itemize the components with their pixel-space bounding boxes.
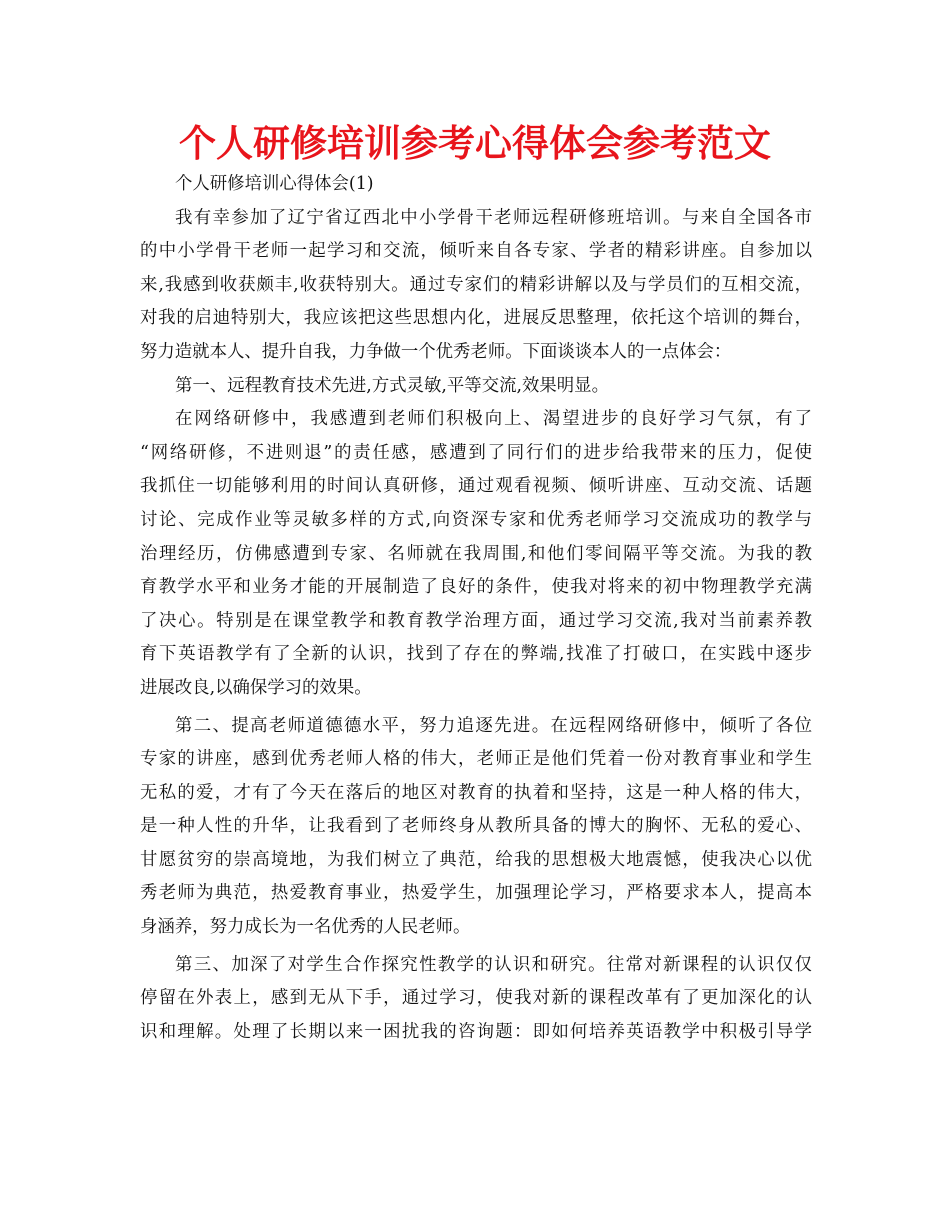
paragraph-3	[140, 403, 812, 705]
text-line: 身涵养，努力成长为一名优秀的人民老师。	[140, 917, 471, 938]
text-line: 甘愿贫穷的崇高境地，为我们树立了典范，给我的思想极大地震憾，使我决心以优	[140, 849, 812, 870]
paragraph-2	[140, 370, 812, 404]
text-line: 停留在外表上，感到无从下手，通过学习，使我对新的课程改革有了更加深化的认	[140, 988, 812, 1009]
text-line: 进展改良,以确保学习的效果。	[140, 677, 372, 698]
document-body	[140, 168, 812, 1049]
paragraph-5	[140, 949, 812, 1050]
text-line: 育教学水平和业务才能的开展制造了良好的条件，使我对将来的初中物理教学充满	[140, 577, 812, 598]
text-line: “网络研修，不进则退”的责任感，感遭到了同行们的进步给我带来的压力，促使	[140, 442, 812, 463]
text-line: 第三、加深了对学生合作探究性教学的认识和研究。往常对新课程的认识仅仅	[175, 954, 812, 975]
text-line: 治理经历，仿佛感遭到专家、名师就在我周围,和他们零间隔平等交流。为我的教	[140, 543, 812, 564]
text-line: 我有幸参加了辽宁省辽西北中小学骨干老师远程研修班培训。与来自全国各市	[175, 207, 812, 228]
document-title: 个人研修培训参考心得体会参考范文	[179, 121, 771, 165]
text-line: 讨论、完成作业等灵敏多样的方式,向资深专家和优秀老师学习交流成功的教学与	[140, 509, 812, 530]
text-line: 是一种人性的升华，让我看到了老师终身从教所具备的博大的胸怀、无私的爱心、	[140, 816, 812, 837]
paragraph-4	[140, 710, 812, 945]
text-line: 秀老师为典范，热爱教育事业，热爱学生，加强理论学习，严格要求本人，提高本	[140, 883, 812, 904]
document-subheading: 个人研修培训心得体会(1)	[175, 174, 374, 194]
text-line: 了决心。特别是在课堂教学和教育教学治理方面，通过学习交流,我对当前素养教	[140, 610, 812, 631]
text-line: 第二、提高老师道德德水平，努力追逐先进。在远程网络研修中，倾听了各位	[175, 715, 812, 736]
text-line: 识和理解。处理了长期以来一困扰我的咨询题：即如何培养英语教学中积极引导学	[140, 1021, 812, 1042]
text-line: 我抓住一切能够利用的时间认真研修，通过观看视频、倾听讲座、互动交流、话题	[140, 476, 812, 497]
text-line: 育下英语教学有了全新的认识，找到了存在的弊端,找准了打破口，在实践中逐步	[140, 644, 812, 665]
text-line: 专家的讲座，感到优秀老师人格的伟大，老师正是他们凭着一份对教育事业和学生	[140, 749, 812, 770]
text-line: 在网络研修中，我感遭到老师们积极向上、渴望进步的良好学习气氛，有了	[175, 409, 812, 430]
text-line: 无私的爱，才有了今天在落后的地区对教育的执着和坚持，这是一种人格的伟大，	[140, 782, 812, 803]
text-line: 第一、远程教育技术先进,方式灵敏,平等交流,效果明显。	[175, 375, 609, 396]
text-line: 来,我感到收获颇丰,收获特别大。通过专家们的精彩讲解以及与学员们的互相交流，	[140, 274, 812, 295]
paragraph-1	[140, 202, 812, 370]
text-line: 努力造就本人、提升自我，力争做一个优秀老师。下面谈谈本人的一点体会：	[140, 341, 732, 362]
text-line: 对我的启迪特别大，我应该把这些思想内化，进展反思整理，依托这个培训的舞台，	[140, 308, 812, 329]
text-line: 的中小学骨干老师一起学习和交流，倾听来自各专家、学者的精彩讲座。自参加以	[140, 241, 812, 262]
